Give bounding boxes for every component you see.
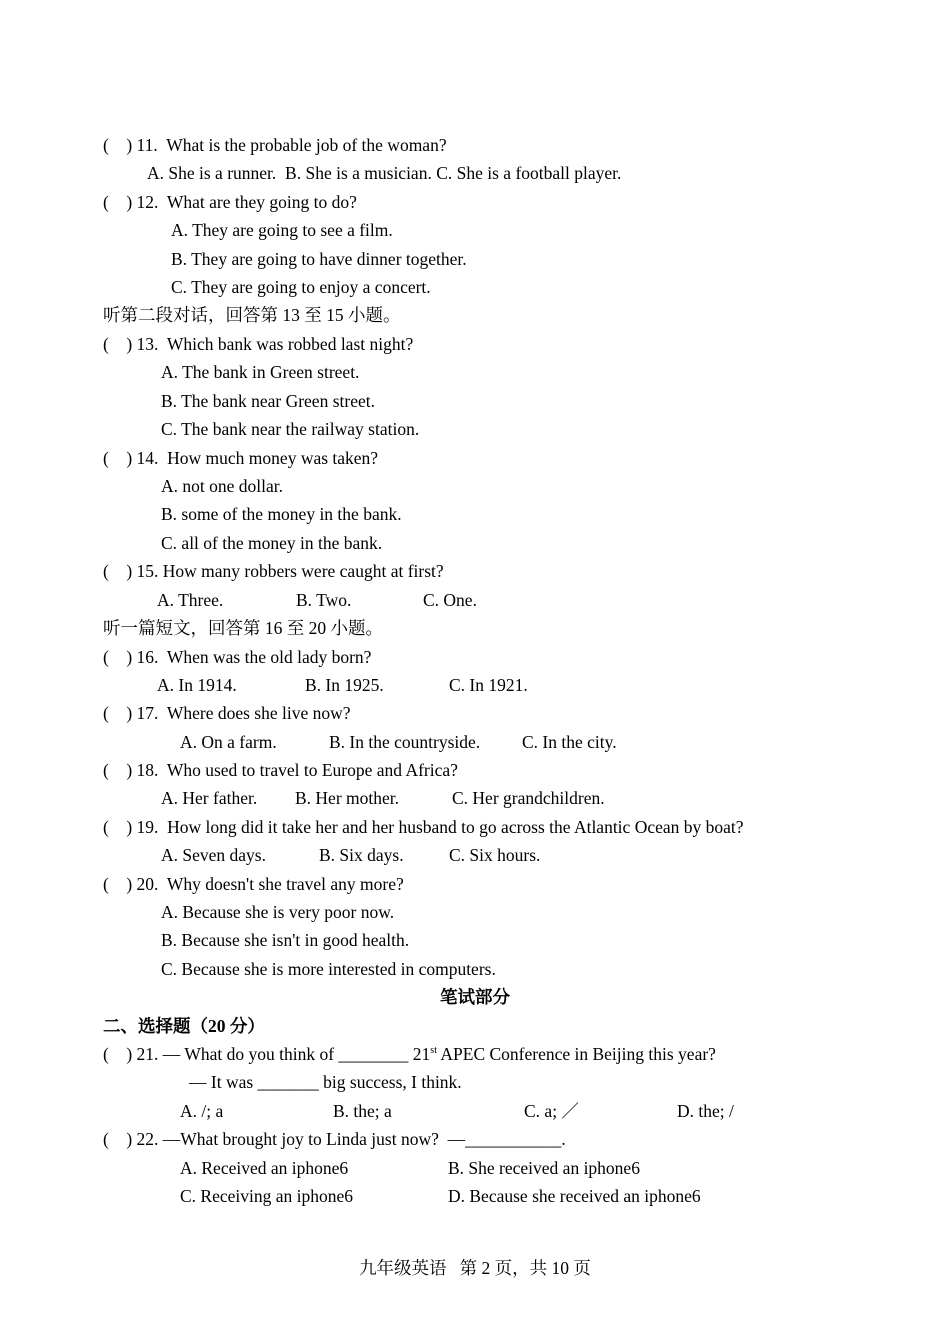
- question-20-option-b: B. Because she isn't in good health.: [161, 930, 410, 950]
- question-12-stem: ( ) 12. What are they going to do?: [103, 192, 357, 212]
- question-17-option-a: A. On a farm.: [180, 732, 277, 752]
- section-2-heading: 二、选择题（20 分）: [103, 1016, 265, 1036]
- question-19-stem: ( ) 19. How long did it take her and her husband to go across the Atlantic Ocean by boat?: [103, 817, 744, 837]
- question-12-option-b: B. They are going to have dinner together.: [171, 249, 467, 269]
- dialog-2-instruction: 听第二段对话，回答第 13 至 15 小题。: [103, 305, 401, 325]
- passage-instruction: 听一篇短文，回答第 16 至 20 小题。: [103, 618, 383, 638]
- question-13-option-b: B. The bank near Green street.: [161, 391, 375, 411]
- question-21-option-d: D. the; /: [677, 1101, 734, 1121]
- question-16-option-c: C. In 1921.: [449, 675, 528, 695]
- question-21-option-c: C. a; ／: [524, 1101, 579, 1121]
- question-19-option-a: A. Seven days.: [161, 845, 266, 865]
- question-17-stem: ( ) 17. Where does she live now?: [103, 703, 351, 723]
- question-21-reply: — It was _______ big success, I think.: [189, 1072, 462, 1092]
- question-21-option-b: B. the; a: [333, 1101, 392, 1121]
- question-16-option-b: B. In 1925.: [305, 675, 384, 695]
- question-16-stem: ( ) 16. When was the old lady born?: [103, 647, 372, 667]
- page-footer: 九年级英语 第 2 页，共 10 页: [359, 1258, 591, 1278]
- question-18-option-a: A. Her father.: [161, 788, 258, 808]
- question-15-option-b: B. Two.: [296, 590, 352, 610]
- question-14-option-a: A. not one dollar.: [161, 476, 283, 496]
- question-22-stem: ( ) 22. —What brought joy to Linda just now? —___________.: [103, 1129, 566, 1149]
- question-13-stem: ( ) 13. Which bank was robbed last night?: [103, 334, 414, 354]
- question-13-option-c: C. The bank near the railway station.: [161, 419, 420, 439]
- question-20-stem: ( ) 20. Why doesn't she travel any more?: [103, 874, 404, 894]
- question-11-stem: ( ) 11. What is the probable job of the woman?: [103, 135, 447, 155]
- question-21-stem: [103, 1043, 716, 1065]
- question-21-stem-start: ( ) 21. — What do you think of ________ 21: [103, 1044, 431, 1064]
- question-13-option-a: A. The bank in Green street.: [161, 362, 360, 382]
- question-15-option-a: A. Three.: [157, 590, 224, 610]
- question-12-option-c: C. They are going to enjoy a concert.: [171, 277, 431, 297]
- question-22-option-a: A. Received an iphone6: [180, 1158, 349, 1178]
- question-19-option-c: C. Six hours.: [449, 845, 541, 865]
- question-15-stem: ( ) 15. How many robbers were caught at first?: [103, 561, 444, 581]
- question-14-option-c: C. all of the money in the bank.: [161, 533, 383, 553]
- question-12-option-a: A. They are going to see a film.: [171, 220, 393, 240]
- question-17-option-b: B. In the countryside.: [329, 732, 481, 752]
- question-19-option-b: B. Six days.: [319, 845, 404, 865]
- question-18-option-b: B. Her mother.: [295, 788, 400, 808]
- question-18-stem: ( ) 18. Who used to travel to Europe and Africa?: [103, 760, 458, 780]
- question-20-option-c: C. Because she is more interested in computers.: [161, 959, 496, 979]
- question-14-stem: ( ) 14. How much money was taken?: [103, 448, 379, 468]
- question-21-option-a: A. /; a: [180, 1101, 224, 1121]
- question-17-option-c: C. In the city.: [522, 732, 617, 752]
- question-14-option-b: B. some of the money in the bank.: [161, 504, 402, 524]
- question-21-stem-end: APEC Conference in Beijing this year?: [436, 1044, 716, 1064]
- question-16-option-a: A. In 1914.: [157, 675, 237, 695]
- question-18-option-c: C. Her grandchildren.: [452, 788, 605, 808]
- question-21-superscript: st: [430, 1045, 437, 1057]
- written-section-heading: 笔试部分: [440, 987, 510, 1007]
- question-11-options: A. She is a runner. B. She is a musician. C. She is a football player.: [147, 163, 622, 183]
- question-22-option-c: C. Receiving an iphone6: [180, 1186, 354, 1206]
- question-20-option-a: A. Because she is very poor now.: [161, 902, 395, 922]
- question-22-option-b: B. She received an iphone6: [448, 1158, 640, 1178]
- question-22-option-d: D. Because she received an iphone6: [448, 1186, 701, 1206]
- question-15-option-c: C. One.: [423, 590, 477, 610]
